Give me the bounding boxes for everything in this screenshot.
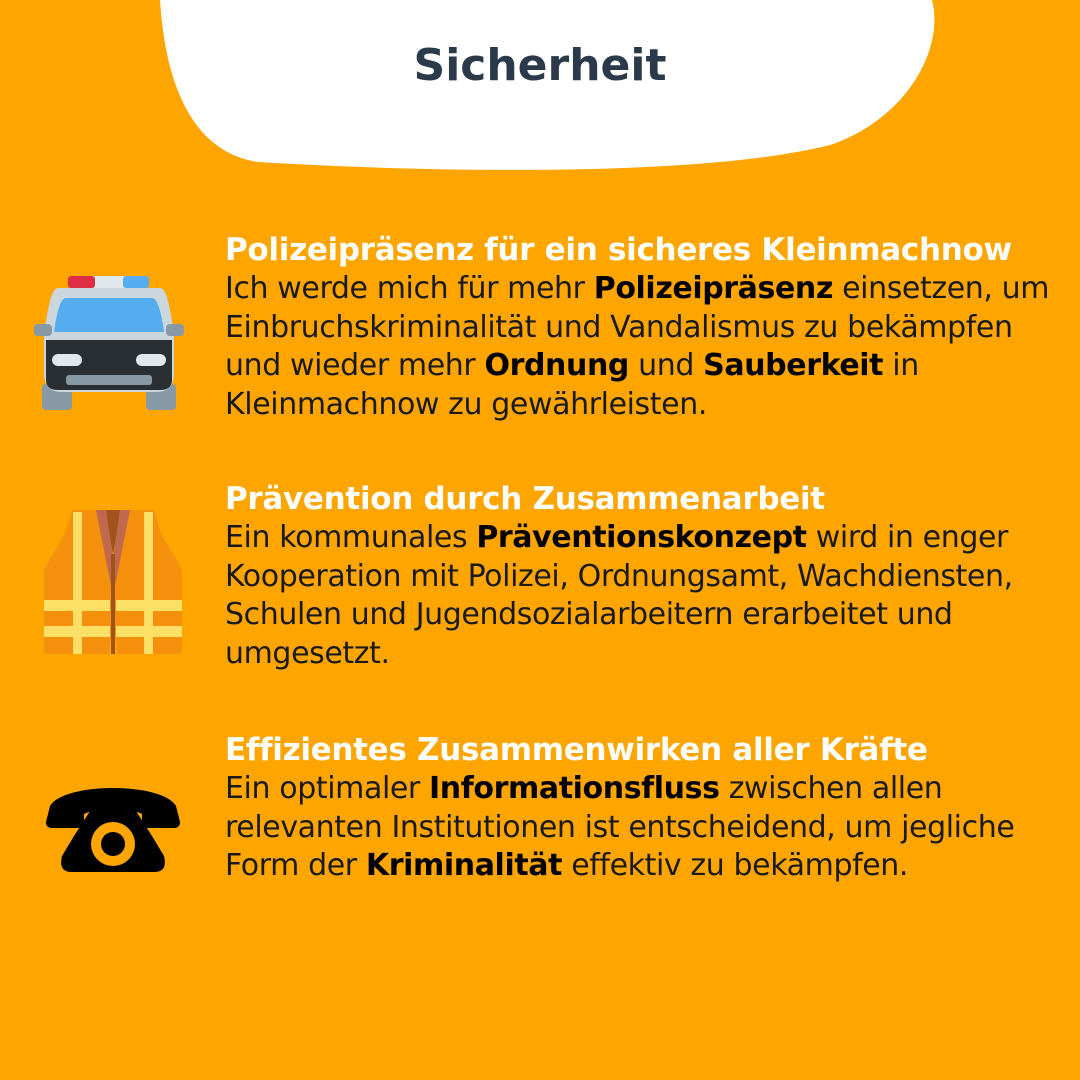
- section-heading: Prävention durch Zusammenarbeit: [225, 481, 825, 517]
- section-body: Ein kommunales Präventionskonzept wird in enger Kooperation mit Polizei, Ordnungsamt, Wachdiensten, Schulen und Jugendsozialarbeitern erarbeitet und umgesetzt.: [225, 520, 1013, 671]
- section-body: Ein optimaler Informationsfluss zwischen allen relevanten Institutionen ist entscheidend, um jegliche Form der Kriminalität effektiv zu bekämpfen.: [225, 771, 1015, 883]
- section-cooperation: [225, 731, 1055, 886]
- emphasis-text: Präventionskonzept: [476, 520, 807, 555]
- section-police-presence: [225, 231, 1055, 424]
- emphasis-text: Ordnung: [484, 348, 630, 383]
- page-title: Sicherheit: [413, 40, 667, 91]
- safety-vest-icon: [42, 508, 184, 656]
- section-heading: Polizeipräsenz für ein sicheres Kleinmachnow: [225, 232, 1012, 268]
- emphasis-text: Sauberkeit: [703, 348, 884, 383]
- title-blob: [0, 0, 1080, 200]
- emphasis-text: Kriminalität: [365, 848, 563, 883]
- telephone-icon: [44, 776, 182, 874]
- section-prevention: [225, 480, 1055, 673]
- emphasis-text: Informationsfluss: [429, 771, 720, 806]
- emphasis-text: Polizeipräsenz: [593, 271, 833, 306]
- section-heading: Effizientes Zusammenwirken aller Kräfte: [225, 732, 928, 768]
- section-body: Ich werde mich für mehr Polizeipräsenz einsetzen, um Einbruchskriminalität und Vandalismus zu bekämpfen und wieder mehr Ordnung und Sauberkeit in Kleinmachnow zu gewährleisten.: [225, 271, 1050, 422]
- police-car-icon: [34, 274, 184, 412]
